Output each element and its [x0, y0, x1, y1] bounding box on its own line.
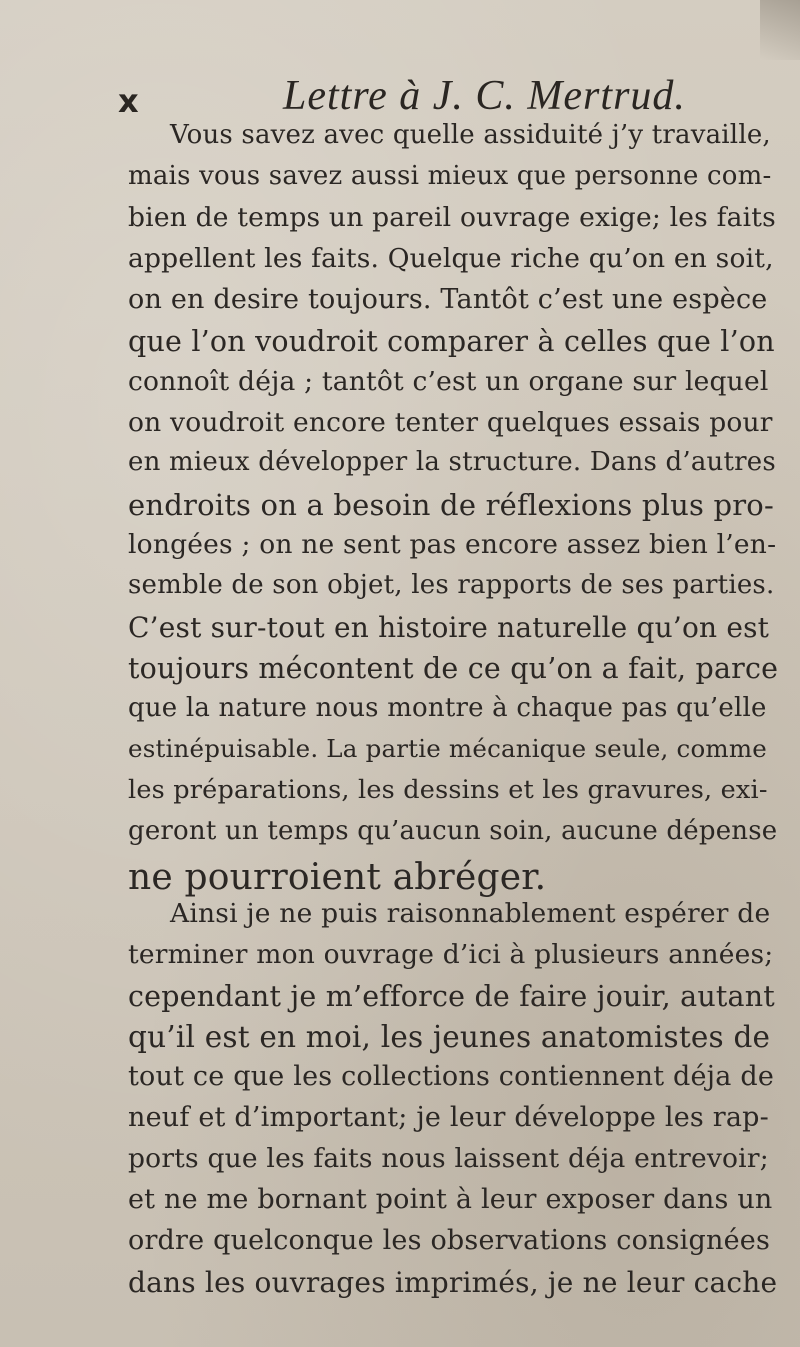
text-line: dans les ouvrages imprimés, je ne leur cache [128, 1266, 778, 1300]
text-line: Ainsi je ne puis raisonnablement espérer de [170, 897, 771, 929]
text-line: que la nature nous montre à chaque pas qu’elle [128, 693, 767, 724]
text-line: connoît déja ; tantôt c’est un organe sur lequel [128, 365, 769, 397]
text-line: endroits on a besoin de réflexions plus pro- [128, 488, 774, 523]
text-line: en mieux développer la structure. Dans d’autres [128, 447, 776, 478]
text-line: estinépuisable. La partie mécanique seule, comme [128, 733, 767, 763]
text-line: terminer mon ouvrage d’ici à plusieurs années; [128, 938, 774, 970]
text-line: neuf et d’important; je leur développe les rap- [128, 1102, 769, 1134]
text-line: cependant je m’efforce de faire jouir, autant [128, 979, 775, 1013]
text-line: ports que les faits nous laissent déja entrevoir; [128, 1143, 769, 1175]
text-line: tout ce que les collections contiennent déja de [128, 1061, 774, 1093]
text-line: geront un temps qu’aucun soin, aucune dépense [128, 815, 778, 846]
page-corner-shadow [760, 0, 800, 60]
text-line: semble de son objet, les rapports de ses parties. [128, 570, 775, 601]
text-line: C’est sur-tout en histoire naturelle qu’on est [128, 611, 770, 645]
text-line: on voudroit encore tenter quelques essais pour [128, 406, 773, 438]
text-line: on en desire toujours. Tantôt c’est une espèce [128, 283, 768, 315]
text-line: Vous savez avec quelle assiduité j’y travaille, [170, 120, 771, 150]
text-line: les préparations, les dessins et les gravures, exi- [128, 774, 768, 805]
text-line: appellent les faits. Quelque riche qu’on en soit, [128, 242, 774, 274]
running-title: Lettre à J. C. Mertrud. [283, 73, 686, 119]
text-line: longées ; on ne sent pas encore assez bien l’en- [128, 529, 777, 561]
text-line: que l’on voudroit comparer à celles que l’on [128, 324, 775, 358]
text-line: qu’il est en moi, les jeunes anatomistes de [128, 1020, 771, 1055]
text-line: toujours mécontent de ce qu’on a fait, parce [128, 652, 779, 686]
text-line: ne pourroient abréger. [128, 856, 547, 898]
text-line: mais vous savez aussi mieux que personne com- [128, 160, 772, 191]
text-line: ordre quelconque les observations consignées [128, 1225, 770, 1257]
text-line: bien de temps un pareil ouvrage exige; les faits [128, 201, 776, 233]
page-header [118, 72, 718, 122]
signature-mark: x [118, 82, 139, 120]
text-line: et ne me bornant point à leur exposer dans un [128, 1184, 773, 1216]
